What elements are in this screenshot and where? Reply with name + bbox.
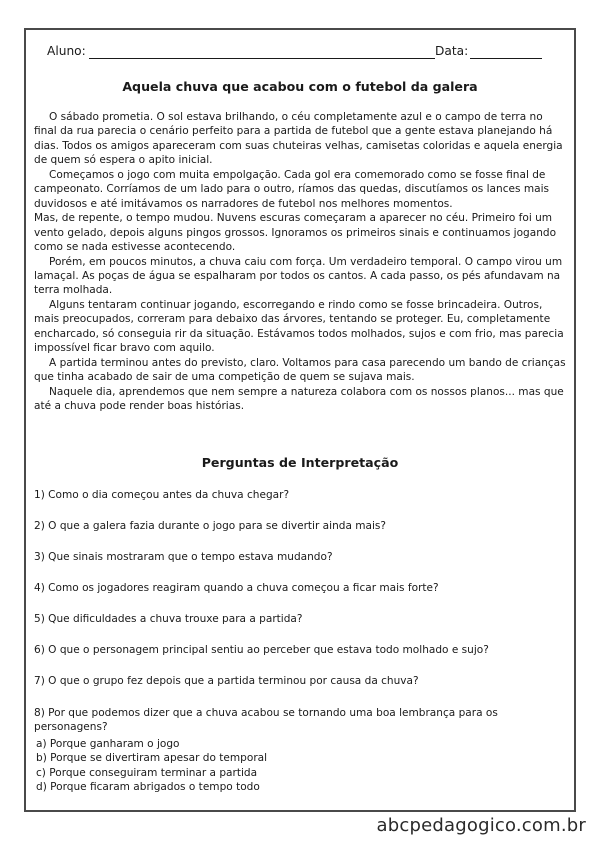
- option-c[interactable]: c) Porque conseguiram terminar a partida: [36, 766, 258, 779]
- question-1: 1) Como o dia começou antes da chuva chegar?: [34, 489, 290, 501]
- option-d[interactable]: d) Porque ficaram abrigados o tempo todo: [36, 780, 260, 793]
- story-title: Aquela chuva que acabou com o futebol da galera: [122, 79, 478, 94]
- question-5: 5) Que dificuldades a chuva trouxe para a partida?: [34, 613, 303, 625]
- story-paragraph: Começamos o jogo com muita empolgação. Cada gol era comemorado como se fosse final de campeonato. Corríamos de um lado para o outro, ríamos das quedas, discutíamos os lances mais duvidosos e até imitávamos os narradores de futebol nos melhores momentos.: [34, 168, 550, 210]
- question-4: 4) Como os jogadores reagiram quando a chuva começou a ficar mais forte?: [34, 582, 439, 594]
- question-8-options: [36, 737, 267, 794]
- question-2: 2) O que a galera fazia durante o jogo para se divertir ainda mais?: [34, 520, 387, 532]
- date-label: Data:: [435, 44, 469, 58]
- option-a[interactable]: a) Porque ganharam o jogo: [36, 738, 180, 750]
- story-paragraph: Mas, de repente, o tempo mudou. Nuvens escuras começaram a aparecer no céu. Primeiro foi um vento gelado, depois alguns pingos grossos. Ignoramos os primeiros sinais e continuamos jogando como se nada estivesse acontecendo.: [34, 212, 557, 254]
- questions-title: Perguntas de Interpretação: [201, 455, 399, 470]
- footer-site: abcpedagogico.com.br: [376, 815, 586, 836]
- question-3: 3) Que sinais mostraram que o tempo estava mudando?: [34, 551, 333, 563]
- question-6: 6) O que o personagem principal sentiu ao perceber que estava todo molhado e sujo?: [34, 644, 489, 656]
- option-b[interactable]: b) Porque se divertiram apesar do temporal: [36, 752, 268, 765]
- student-name-line[interactable]: [89, 58, 435, 59]
- story-paragraph: A partida terminou antes do previsto, claro. Voltamos para casa parecendo um bando de crianças que tinha acabado de sair de uma competição de quem se sujava mais.: [34, 356, 566, 384]
- story-body: [34, 110, 566, 414]
- story-paragraph: Porém, em poucos minutos, a chuva caiu com força. Um verdadeiro temporal. O campo virou um lamaçal. As poças de água se espalharam por todos os cantos. A cada passo, os pés afundavam na terra molhada.: [34, 255, 563, 297]
- story-paragraph: O sábado prometia. O sol estava brilhando, o céu completamente azul e o campo de terra no final da rua parecia o cenário perfeito para a partida de futebol que a gente estava planejando há dias. Todos os amigos apareceram com suas chuteiras velhas, camisetas coloridas e aquela energia de quem só espera o apito inicial.: [34, 111, 563, 167]
- header-line: [47, 44, 547, 62]
- question-8: 8) Por que podemos dizer que a chuva acabou se tornando uma boa lembrança para os personagens?: [34, 707, 498, 733]
- date-line[interactable]: [470, 58, 542, 59]
- question-7: 7) O que o grupo fez depois que a partida terminou por causa da chuva?: [34, 675, 419, 687]
- student-label: Aluno:: [47, 44, 86, 58]
- story-paragraph: Naquele dia, aprendemos que nem sempre a natureza colabora com os nossos planos... mas que até a chuva pode render boas histórias.: [34, 385, 564, 413]
- story-paragraph: Alguns tentaram continuar jogando, escorregando e rindo como se fosse brincadeira. Outros, mais preocupados, correram para debaixo das árvores, tentando se proteger. Eu, completamente encharcado, só conseguia rir da situação. Estávamos todos molhados, sujos e com frio, mas parecia impossível ficar bravo com aquilo.: [34, 298, 564, 355]
